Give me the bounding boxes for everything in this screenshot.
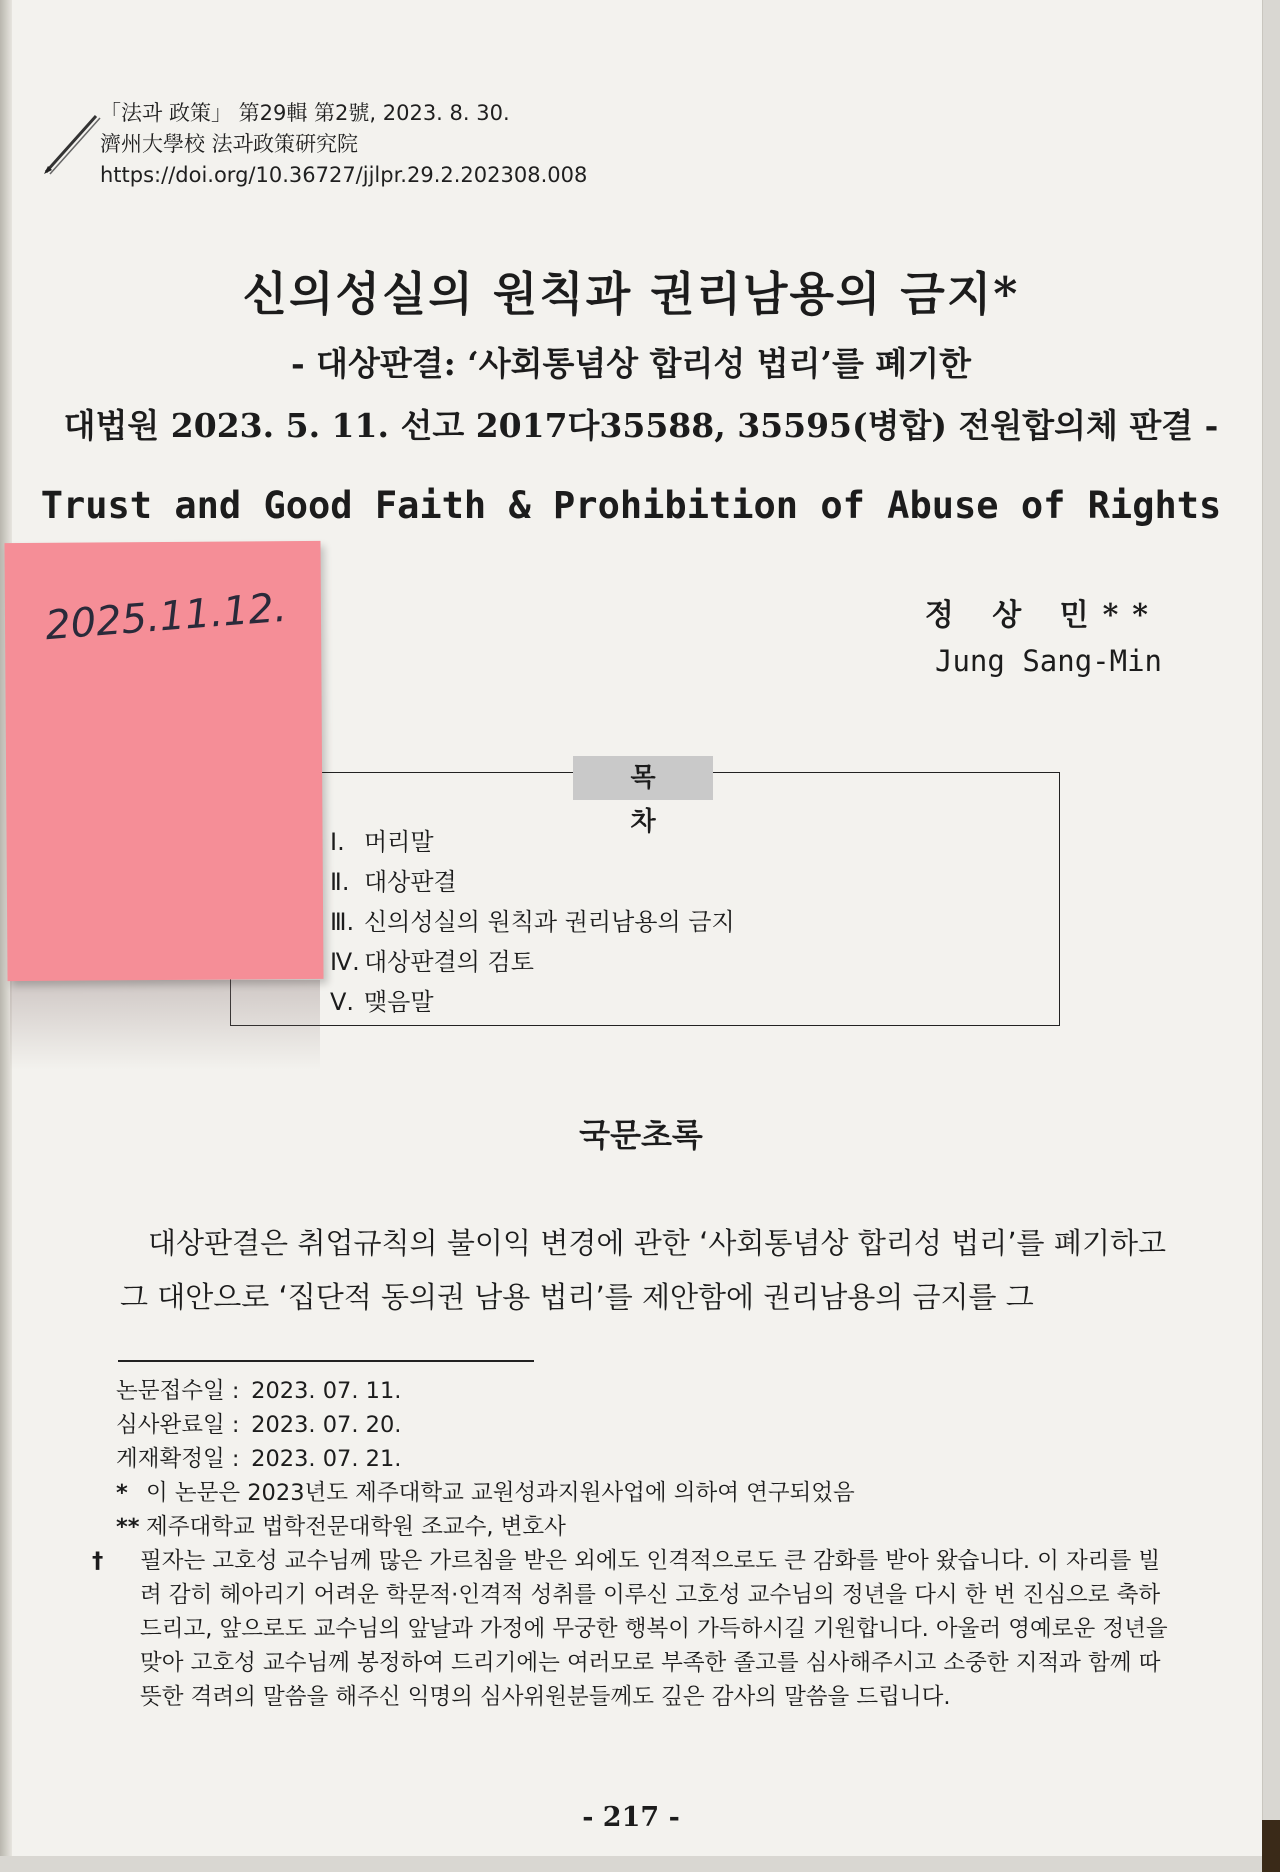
- paper-subtitle-line1: - 대상판결: ‘사회통념상 합리성 법리’를 폐기한: [290, 344, 972, 383]
- journal-publisher: 濟州大學校 法과政策硏究院: [100, 132, 358, 156]
- sticky-note-shadow: [10, 980, 320, 1070]
- accepted-date-label: 게재확정일 :: [116, 1446, 240, 1472]
- reviewed-date-label: 심사완료일 :: [116, 1412, 240, 1438]
- footnote-funding: [116, 1476, 1170, 1510]
- abstract-body: [120, 1216, 1166, 1324]
- paper-title: 신의성실의 원칙과 권리남용의 금지*: [242, 267, 1020, 321]
- author-english-name: Jung Sang-Min: [935, 644, 1162, 678]
- abstract-paragraph: 대상판결은 취업규칙의 불이익 변경에 관한 ‘사회통념상 합리성 법리’를 폐기하고 그 대안으로 ‘집단적 동의권 남용 법리’를 제안함에 권리남용의 금지를 그: [120, 1226, 1166, 1314]
- footnote-dedication: [92, 1544, 1170, 1714]
- page-number: - 217 -: [582, 1802, 680, 1833]
- pen-icon: [38, 110, 108, 180]
- received-date-line: [116, 1374, 1170, 1408]
- footnote-affiliation: [116, 1510, 1170, 1544]
- author-korean-name: 정 상 민**: [924, 598, 1162, 633]
- toc-item-label: 신의성실의 원칙과 권리남용의 금지: [364, 908, 735, 936]
- journal-doi: https://doi.org/10.36727/jjlpr.29.2.202308.008: [100, 163, 588, 187]
- toc-item: [330, 822, 735, 862]
- toc-item-label: 머리말: [364, 828, 434, 856]
- toc-item-label: 맺음말: [364, 988, 434, 1016]
- journal-citation: 「法과 政策」 第29輯 第2號, 2023. 8. 30.: [100, 101, 510, 125]
- toc-item: [330, 942, 735, 982]
- footnote-text: 제주대학교 법학전문대학원 조교수, 변호사: [146, 1514, 566, 1540]
- accepted-date: 2023. 07. 21.: [251, 1446, 402, 1472]
- toc-item: [330, 902, 735, 942]
- reviewed-date: 2023. 07. 20.: [251, 1412, 402, 1438]
- footnote-mark: **: [116, 1514, 140, 1540]
- toc-item: [330, 982, 735, 1022]
- toc-item-number: Ⅲ.: [330, 908, 355, 936]
- toc-item-number: Ⅳ.: [330, 948, 360, 976]
- toc-item-number: Ⅰ.: [330, 828, 345, 856]
- footnote-divider: [118, 1360, 534, 1362]
- toc-item-number: Ⅴ.: [330, 988, 355, 1016]
- toc-item-label: 대상판결: [364, 868, 457, 896]
- author-block: [925, 590, 1162, 678]
- abstract-heading: 국문초록: [579, 1116, 703, 1154]
- journal-info: [100, 98, 587, 191]
- toc-list: [330, 822, 735, 1022]
- english-title: Trust and Good Faith & Prohibition of Abuse of Rights: [40, 484, 1222, 527]
- toc-item-label: 대상판결의 검토: [364, 948, 534, 976]
- received-date: 2023. 07. 11.: [251, 1378, 402, 1404]
- footnote-mark: *: [116, 1480, 128, 1506]
- reviewed-date-line: [116, 1408, 1170, 1442]
- accepted-date-line: [116, 1442, 1170, 1476]
- toc-item: [330, 862, 735, 902]
- received-date-label: 논문접수일 :: [116, 1378, 240, 1404]
- footnote-mark: †: [92, 1548, 104, 1574]
- toc-item-number: Ⅱ.: [330, 868, 350, 896]
- footnotes: [92, 1374, 1170, 1714]
- sticky-note-handwritten-date: 2025.11.12.: [43, 584, 289, 650]
- paper-subtitle-line2: 대법원 2023. 5. 11. 선고 2017다35588, 35595(병합) 전원합의체 판결 -: [63, 406, 1219, 445]
- footnote-text: 이 논문은 2023년도 제주대학교 교원성과지원사업에 의하여 연구되었음: [146, 1480, 855, 1506]
- footnote-text: 필자는 고호성 교수님께 많은 가르침을 받은 외에도 인격적으로도 큰 감화를 받아 왔습니다. 이 자리를 빌려 감히 헤아리기 어려운 학문적·인격적 성취를 이루신 고호성 교수님의 정년을 다시 한 번 진심으로 축하드리고, 앞으로도 교수님의 앞날과 가정에 무궁한 행복이 가득하시길 기원합니다. 아울러 영예로운 정년을 맞아 고호성 교수님께 봉정하여 드리기에는 여러모로 부족한 졸고를 심사해주시고 소중한 지적과 함께 따뜻한 격려의 말씀을 해주신 익명의 심사위원분들께도 깊은 감사의 말씀을 드립니다.: [140, 1548, 1168, 1710]
- sticky-note: [4, 541, 323, 981]
- background-surface: [1262, 1820, 1280, 1872]
- toc-heading: 목 차: [573, 756, 713, 800]
